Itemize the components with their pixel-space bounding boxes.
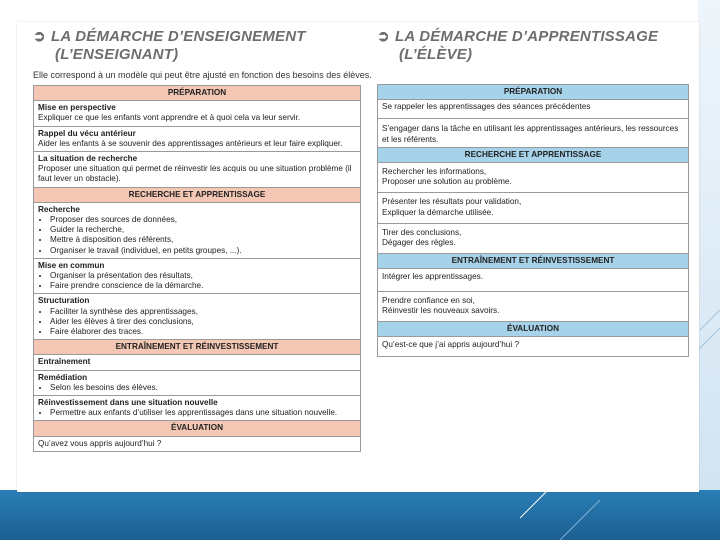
section-header: PRÉPARATION xyxy=(378,85,689,100)
document-page xyxy=(17,22,699,492)
enseignement-title: ➲ LA DÉMARCHE D’ENSEIGNEMENT (L’ENSEIGNANT) xyxy=(33,28,306,63)
slide-bottom-band xyxy=(0,490,720,540)
table-row: Mise en commun • Organiser la présentation des résultats, • Faire prendre conscience de la démarche. xyxy=(34,258,361,294)
apprentissage-column xyxy=(377,22,689,357)
table-row: Entraînement xyxy=(34,355,361,370)
table-row: Structuration • Faciliter la synthèse des apprentissages, • Aider les élèves à tirer des conclusions, • Faire élaborer des traces. xyxy=(34,294,361,340)
table-row: Rechercher les informations, Proposer une solution au problème. xyxy=(378,163,689,193)
table-row: Présenter les résultats pour validation, Expliquer la démarche utilisée. xyxy=(378,193,689,223)
section-header: RECHERCHE ET APPRENTISSAGE xyxy=(34,187,361,202)
apprentissage-table xyxy=(377,84,689,357)
section-header: PRÉPARATION xyxy=(34,86,361,101)
table-row: Qu’avez vous appris aujourd’hui ? xyxy=(34,436,361,451)
enseignement-column xyxy=(33,22,372,452)
table-row: Se rappeler les apprentissages des séances précédentes xyxy=(378,100,689,119)
table-row: Mise en perspective Expliquer ce que les enfants vont apprendre et à quoi cela va leur servir. xyxy=(34,101,361,126)
slide-right-strip xyxy=(698,0,720,540)
table-row: Recherche • Proposer des sources de données, • Guider la recherche, • Mettre à disposition des référents, • Organiser le travail (individuel, en petits groupes, ...). xyxy=(34,202,361,258)
table-row: La situation de recherche Proposer une situation qui permet de réinvestir les acquis ou une situation problème (il faut lever un obstacle). xyxy=(34,152,361,188)
section-header: RECHERCHE ET APPRENTISSAGE xyxy=(378,147,689,162)
arrow-right-icon: ➲ xyxy=(33,28,46,45)
enseignement-table xyxy=(33,85,361,452)
table-row: Remédiation • Selon les besoins des élèves. xyxy=(34,370,361,395)
table-row: Réinvestissement dans une situation nouvelle • Permettre aux enfants d’utiliser les apprentissages dans une situation nouvelle. xyxy=(34,396,361,421)
section-header: ÉVALUATION xyxy=(34,421,361,436)
section-header: ÉVALUATION xyxy=(378,322,689,337)
arrow-right-icon: ➲ xyxy=(377,28,390,45)
section-header: ENTRAÎNEMENT ET RÉINVESTISSEMENT xyxy=(34,340,361,355)
table-row: S’engager dans la tâche en utilisant les apprentissages antérieurs, les ressources et les référents. xyxy=(378,119,689,147)
table-row: Qu’est-ce que j’ai appris aujourd’hui ? xyxy=(378,337,689,357)
table-row: Rappel du vécu antérieur Aider les enfants à se souvenir des apprentissages antérieurs et leur faire expliquer. xyxy=(34,126,361,151)
enseignement-intro: Elle correspond à un modèle qui peut être ajusté en fonction des besoins des élèves. xyxy=(33,70,372,80)
table-row: Tirer des conclusions, Dégager des règles. xyxy=(378,223,689,253)
table-row: Prendre confiance en soi, Réinvestir les nouveaux savoirs. xyxy=(378,291,689,321)
table-row: Intégrer les apprentissages. xyxy=(378,269,689,291)
apprentissage-title: ➲ LA DÉMARCHE D’APPRENTISSAGE (L’ÉLÈVE) xyxy=(377,28,659,63)
section-header: ENTRAÎNEMENT ET RÉINVESTISSEMENT xyxy=(378,254,689,269)
